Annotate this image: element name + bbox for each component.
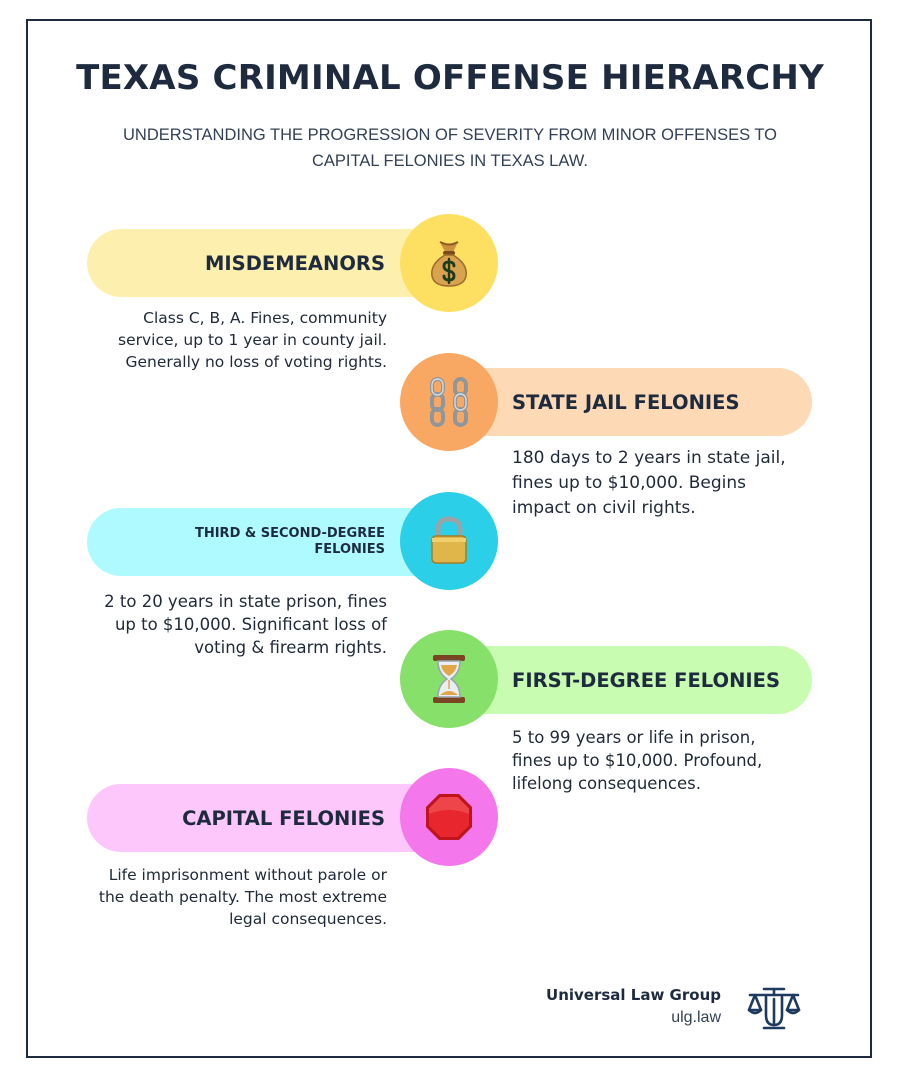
brand-block	[546, 986, 721, 1027]
tier-label: CAPITAL FELONIES	[182, 806, 385, 830]
scales-of-justice-logo-icon	[746, 985, 802, 1035]
tier-label: STATE JAIL FELONIES	[512, 390, 740, 414]
chains-icon	[426, 376, 472, 428]
hourglass-icon	[430, 653, 468, 705]
tier-description-misdemeanors: Class C, B, A. Fines, community service, up to 1 year in county jail. Generally no loss of voting rights.	[118, 309, 387, 371]
tier-description-third-second-degree-felonies: 2 to 20 years in state prison, fines up to $10,000. Significant loss of voting & firearm rights.	[104, 592, 387, 657]
tier-circle-state-jail-felonies	[400, 353, 498, 451]
tier-label: MISDEMEANORS	[205, 251, 385, 275]
tier-label: THIRD & SECOND-DEGREE FELONIES	[194, 526, 385, 557]
page-title: TEXAS CRIMINAL OFFENSE HIERARCHY	[76, 58, 824, 98]
tier-pill-first-degree-felonies	[450, 646, 812, 714]
stop-sign-icon	[424, 792, 474, 842]
tier-label: FIRST-DEGREE FELONIES	[512, 668, 781, 692]
tier-pill-misdemeanors	[87, 229, 447, 297]
tier-description-first-degree-felonies: 5 to 99 years or life in prison, fines up to $10,000. Profound, lifelong consequences.	[512, 728, 763, 793]
tier-pill-state-jail-felonies	[450, 368, 812, 436]
tier-circle-third-second-degree-felonies	[400, 492, 498, 590]
money-bag-icon	[427, 238, 471, 288]
tier-pill-third-second-degree-felonies	[87, 508, 447, 576]
brand-url: ulg.law	[671, 1009, 721, 1026]
tier-circle-first-degree-felonies	[400, 630, 498, 728]
page-subtitle: UNDERSTANDING THE PROGRESSION OF SEVERITY FROM MINOR OFFENSES TO CAPITAL FELONIES IN TEXAS LAW.	[123, 126, 777, 170]
tier-circle-capital-felonies	[400, 768, 498, 866]
tier-description-capital-felonies: Life imprisonment without parole or the death penalty. The most extreme legal consequences.	[98, 866, 387, 928]
brand-name: Universal Law Group	[546, 986, 721, 1004]
lock-icon	[428, 516, 470, 566]
tier-description-state-jail-felonies: 180 days to 2 years in state jail, fines up to $10,000. Begins impact on civil rights.	[512, 448, 786, 518]
tier-pill-capital-felonies	[87, 784, 447, 852]
tier-circle-misdemeanors	[400, 214, 498, 312]
